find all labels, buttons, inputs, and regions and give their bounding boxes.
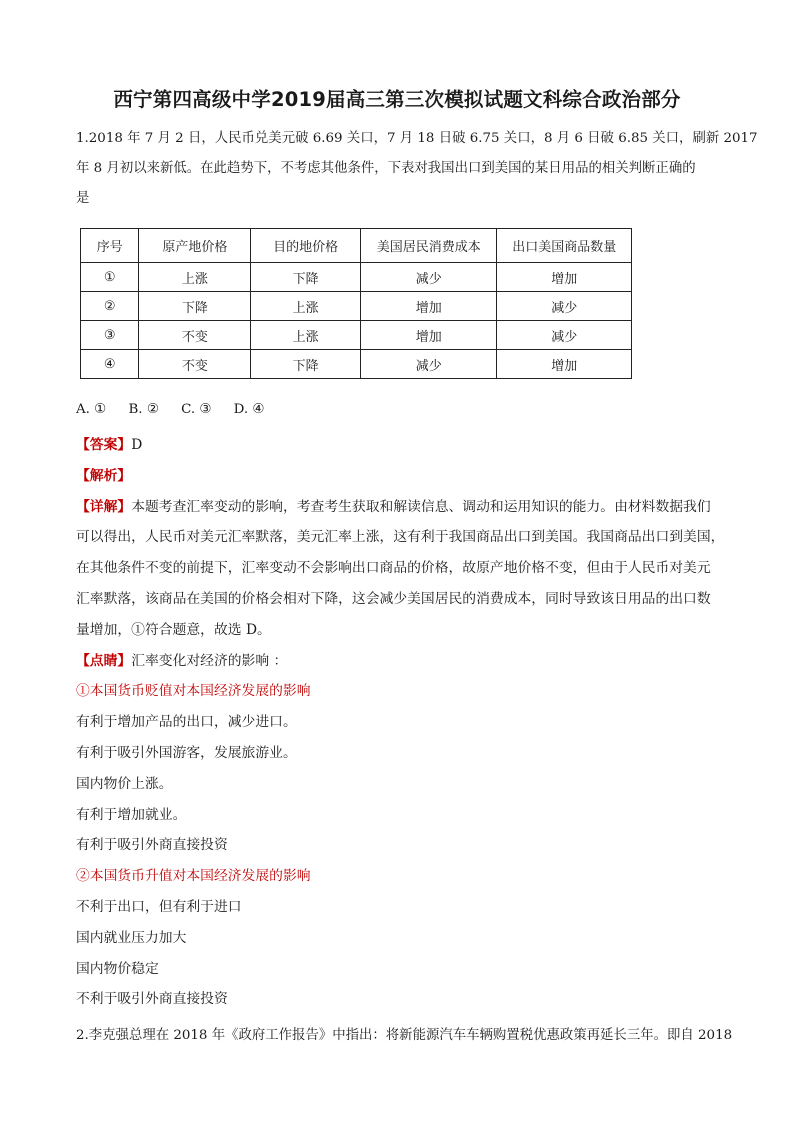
table-cell: 减少 (497, 292, 632, 321)
table-header-cell: 目的地价格 (251, 229, 361, 263)
table-cell: ④ (81, 350, 139, 379)
analysis-line (76, 461, 740, 492)
note-line: 有利于吸引外商直接投资 (76, 837, 228, 854)
table-cell: ② (81, 292, 139, 321)
detail-line: 量增加，①符合题意，故选 D。 (76, 621, 271, 638)
table-row (81, 263, 632, 292)
question-1-table (80, 228, 632, 379)
analysis-label: 【解析】 (76, 467, 132, 484)
table-header-cell: 美国居民消费成本 (361, 229, 497, 263)
detail-text: 本题考查汇率变动的影响，考查考生获取和解读信息、调动和运用知识的能力。由材料数据我们 (131, 498, 711, 515)
option-b: B. ② (128, 402, 159, 417)
table-header-row (81, 229, 632, 263)
table-cell: 减少 (497, 321, 632, 350)
table-cell: 下降 (251, 350, 361, 379)
table-cell: 不变 (139, 321, 251, 350)
note-line: 不利于吸引外商直接投资 (76, 991, 228, 1008)
answer-value: D (131, 437, 143, 453)
option-a: A. ① (76, 402, 107, 417)
table-cell: 上涨 (139, 263, 251, 292)
table-cell: 上涨 (251, 292, 361, 321)
note-line: 有利于吸引外国游客，发展旅游业。 (76, 744, 297, 761)
detail-line: 在其他条件不变的前提下，汇率变动不会影响出口商品的价格，故原产地价格不变，但由于人民币对美元 (76, 560, 711, 577)
question-1-stem (76, 124, 758, 214)
table-header-cell: 原产地价格 (139, 229, 251, 263)
table-row (81, 292, 632, 321)
solution-section (76, 430, 740, 1015)
question-1-line: 年 8 月初以来新低。在此趋势下，不考虑其他条件，下表对我国出口到美国的某日用品的相关判断正确的 (76, 161, 696, 176)
option-d: D. ④ (233, 402, 265, 417)
note-line: 国内物价稳定 (76, 960, 159, 977)
detail-line (76, 492, 740, 523)
table-cell: 下降 (139, 292, 251, 321)
question-1-options (76, 402, 282, 417)
table-cell: 增加 (497, 350, 632, 379)
table-cell: 增加 (497, 263, 632, 292)
note-line: 国内就业压力加大 (76, 929, 187, 946)
note-line: 有利于增加就业。 (76, 806, 187, 823)
question-2-stem: 2.李克强总理在 2018 年《政府工作报告》中指出：将新能源汽车车辆购置税优惠政策再延长三年。即自 2018 (76, 1028, 733, 1043)
note-line: 不利于出口，但有利于进口 (76, 898, 242, 915)
answer-line (76, 430, 740, 461)
note-heading: ①本国货币贬值对本国经济发展的影响 (76, 683, 311, 700)
tip-label: 【点睛】 (76, 652, 132, 669)
note-heading: ②本国货币升值对本国经济发展的影响 (76, 868, 311, 885)
table-cell: ③ (81, 321, 139, 350)
answer-label: 【答案】 (76, 437, 132, 453)
tip-line (76, 646, 740, 677)
table-header-cell: 出口美国商品数量 (497, 229, 632, 263)
table-header-cell: 序号 (81, 229, 139, 263)
table-row (81, 350, 632, 379)
option-c: C. ③ (181, 402, 212, 417)
page-title: 西宁第四高级中学2019届高三第三次模拟试题文科综合政治部分 (113, 88, 681, 111)
detail-line: 汇率默落，该商品在美国的价格会相对下降，这会减少美国居民的消费成本，同时导致该日用品的出口数 (76, 590, 711, 607)
detail-line: 可以得出，人民币对美元汇率默落，美元汇率上涨，这有利于我国商品出口到美国。我国商品出口到美国， (76, 529, 725, 546)
detail-label: 【详解】 (76, 498, 132, 515)
table-cell: 减少 (361, 263, 497, 292)
table-row (81, 321, 632, 350)
table-cell: 增加 (361, 321, 497, 350)
table-cell: 减少 (361, 350, 497, 379)
note-line: 有利于增加产品的出口，减少进口。 (76, 714, 297, 731)
tip-text: 汇率变化对经济的影响 ： (131, 652, 288, 669)
table-cell: ① (81, 263, 139, 292)
table-cell: 不变 (139, 350, 251, 379)
question-1-line: 1.2018 年 7 月 2 日，人民币兑美元破 6.69 关口，7 月 18 日破 6.75 关口，8 月 6 日破 6.85 关口，刷新 2017 (76, 131, 758, 146)
note-line: 国内物价上涨。 (76, 775, 173, 792)
table-cell: 上涨 (251, 321, 361, 350)
question-1-line: 是 (76, 191, 90, 206)
table-cell: 增加 (361, 292, 497, 321)
table-cell: 下降 (251, 263, 361, 292)
